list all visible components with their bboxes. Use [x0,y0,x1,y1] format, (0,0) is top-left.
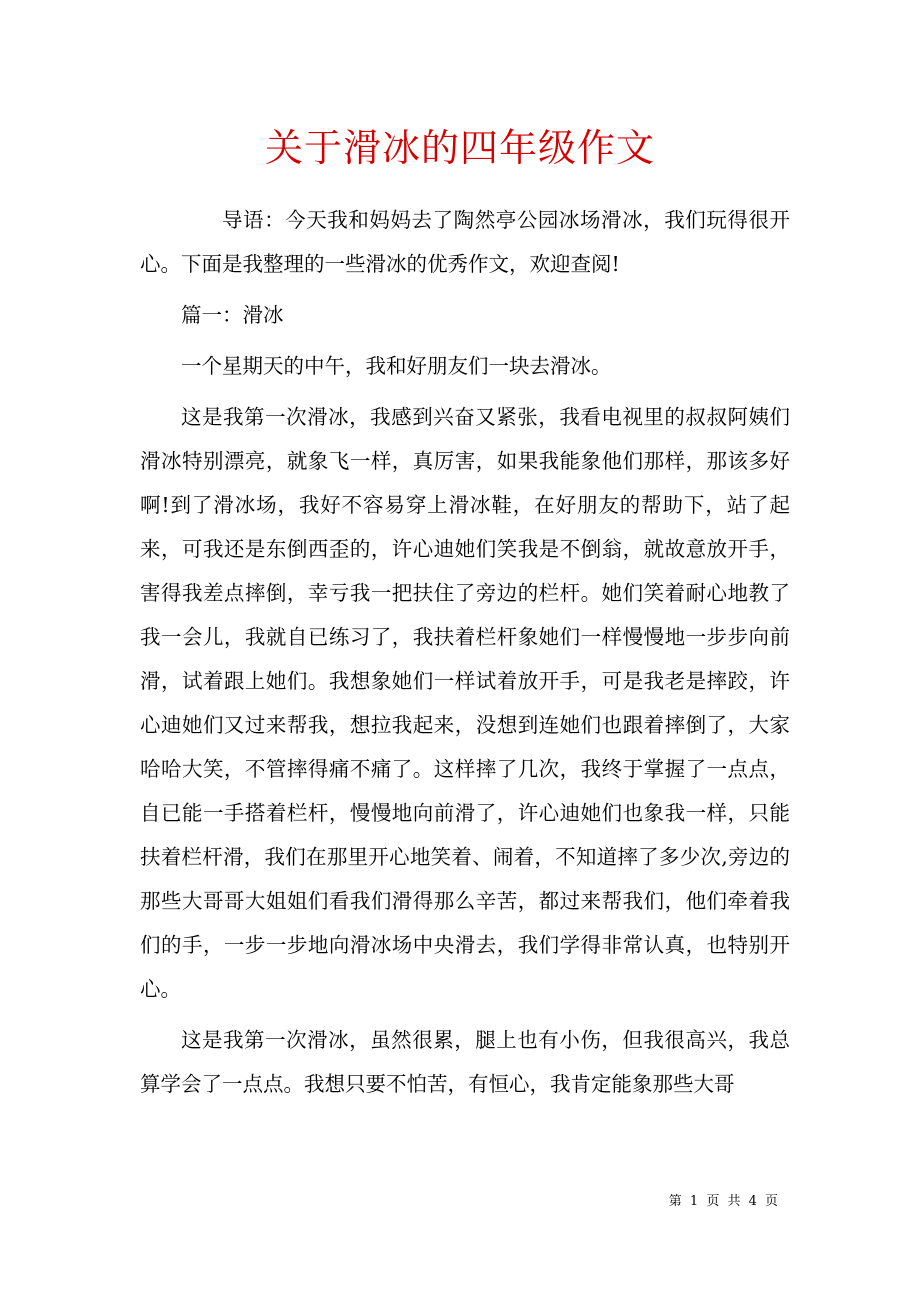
body-paragraph: 一个星期天的中午，我和好朋友们一块去滑冰。 [181,354,612,378]
section-heading: 篇一：滑冰 [181,303,284,327]
document-title: 关于滑冰的四年级作文 [264,126,655,170]
body-paragraph: 这是我第一次滑冰，虽然很累，腿上也有小伤，但我很高兴，我总算学会了一点点。我想只要不怕苦，有恒心，我肯定能象那些大哥 [140,1028,790,1096]
body-paragraph: 这是我第一次滑冰，我感到兴奋又紧张，我看电视里的叔叔阿姨们滑冰特别漂亮，就象飞一样，真厉害，如果我能象他们那样，那该多好啊!到了滑冰场，我好不容易穿上滑冰鞋，在好朋友的帮助下，站了起来，可我还是东倒西歪的，许心迪她们笑我是不倒翁，就故意放开手，害得我差点摔倒，幸亏我一把扶住了旁边的栏杆。她们笑着耐心地教了我一会儿，我就自已练习了，我扶着栏杆象她们一样慢慢地一步步向前滑，试着跟上她们。我想象她们一样试着放开手，可是我老是摔跤，许心迪她们又过来帮我，想拉我起来，没想到连她们也跟着摔倒了，大家哈哈大笑，不管摔得痛不痛了。这样摔了几次，我终于掌握了一点点，自已能一手搭着栏杆，慢慢地向前滑了，许心迪她们也象我一样，只能扶着栏杆滑，我们在那里开心地笑着、闹着，不知道摔了多少次,旁边的那些大哥哥大姐姐们看我们滑得那么辛苦，都过来帮我们，他们牵着我们的手，一步一步地向滑冰场中央滑去，我们学得非常认真，也特别开心。 [140,405,790,1001]
document-body [140,198,790,1113]
intro-paragraph: 导语：今天我和妈妈去了陶然亭公园冰场滑冰，我们玩得很开心。下面是我整理的一些滑冰的优秀作文，欢迎查阅! [140,208,790,276]
page-number-footer: 第 1 页 共 4 页 [668,1194,780,1209]
